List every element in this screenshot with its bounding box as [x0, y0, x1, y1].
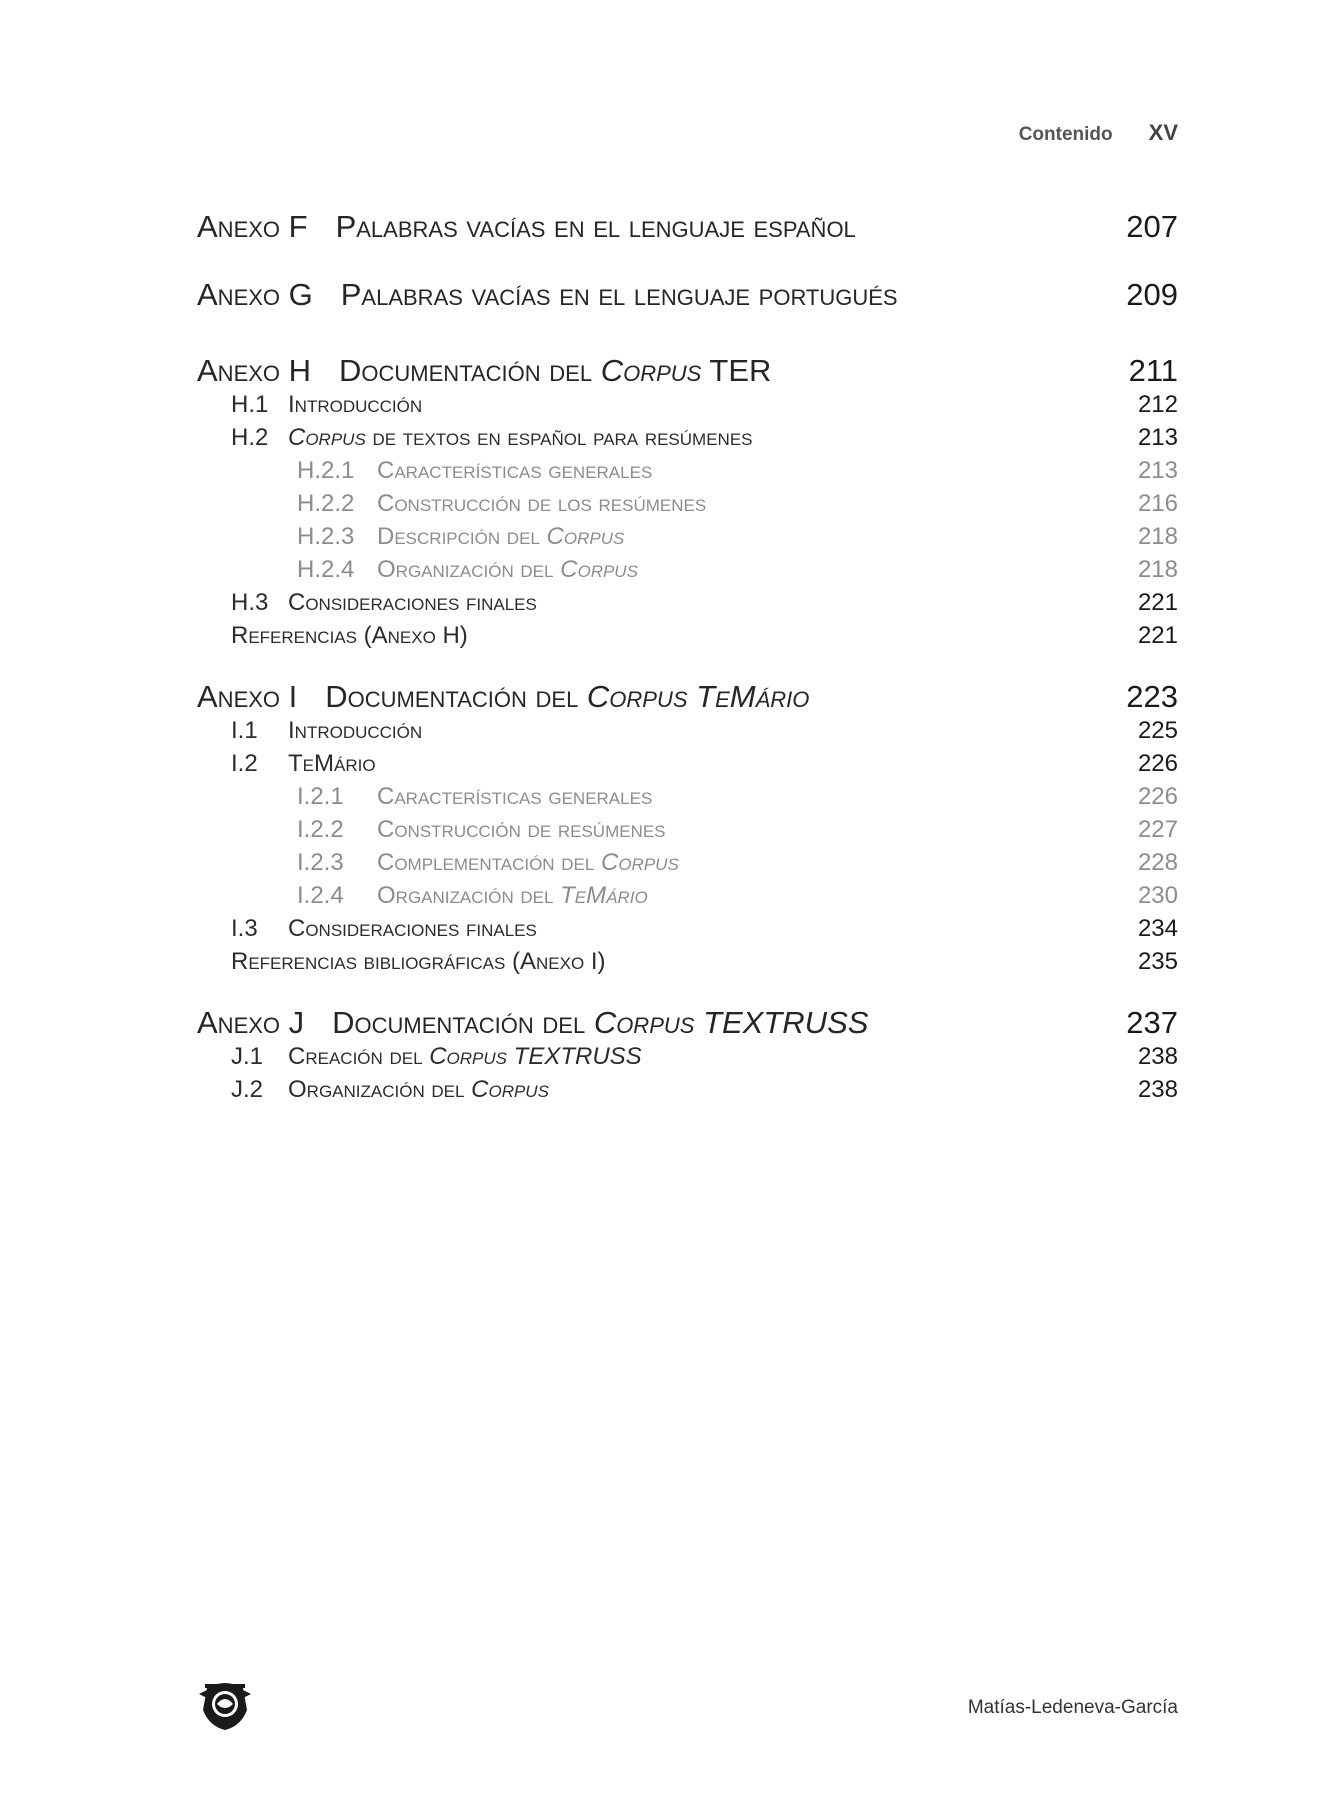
toc-entry-i24[interactable]	[197, 879, 1178, 912]
toc-entry-label: I.2.2	[297, 816, 344, 843]
toc-entry-label: H.2.3	[297, 523, 355, 550]
toc-entry-label: H.3	[231, 589, 269, 616]
toc-entry-title: Documentación del Corpus TeMário	[325, 679, 810, 714]
toc-entry-h23[interactable]	[197, 520, 1178, 553]
toc-entry-page: 207	[1126, 209, 1178, 244]
toc-entry-j2[interactable]	[197, 1073, 1178, 1106]
toc-entry-title: Palabras vacías en el lenguaje portugués	[340, 277, 898, 312]
running-header	[1019, 120, 1178, 146]
toc-entry-label: Anexo H	[197, 353, 312, 388]
toc-entry-title: Organización del Corpus	[288, 1076, 549, 1103]
page-number: XV	[1148, 120, 1178, 145]
toc-entry-page: 226	[1137, 783, 1178, 810]
toc-entry-page: 226	[1137, 750, 1178, 777]
toc-entry-title: Creación del Corpus TEXTRUSS	[288, 1043, 642, 1070]
toc-entry-page: 238	[1137, 1076, 1178, 1103]
toc-entry-i3[interactable]	[197, 912, 1178, 945]
toc-entry-label: I.3	[231, 915, 258, 942]
toc-entry-page: 234	[1137, 915, 1178, 942]
running-header-section: Contenido	[1018, 124, 1113, 145]
toc-entry-page: 209	[1126, 277, 1178, 312]
toc-entry-h22[interactable]	[197, 487, 1178, 520]
toc-entry-title: Introducción	[288, 391, 423, 418]
toc-entry-label: I.1	[231, 717, 258, 744]
university-crest-icon	[197, 1680, 253, 1732]
toc-entry-references-h[interactable]	[197, 619, 1178, 652]
toc-entry-page: 216	[1137, 490, 1178, 517]
toc-entry-label: H.2.2	[297, 490, 355, 517]
toc-entry-label: J.1	[231, 1043, 264, 1070]
toc-entry-title: Características generales	[377, 457, 653, 484]
toc-entry-label: Anexo G	[197, 277, 313, 312]
toc-entry-label: Anexo J	[197, 1005, 305, 1040]
table-of-contents	[197, 196, 1178, 1106]
toc-entry-label: H.2.1	[297, 457, 355, 484]
toc-entry-page: 221	[1137, 589, 1178, 616]
toc-entry-page: 228	[1137, 849, 1178, 876]
toc-entry-title: Construcción de los resúmenes	[377, 490, 707, 517]
toc-entry-j1[interactable]	[197, 1040, 1178, 1073]
toc-entry-h24[interactable]	[197, 553, 1178, 586]
toc-entry-title: Consideraciones finales	[288, 589, 537, 616]
toc-entry-anexo-h[interactable]	[197, 354, 1178, 388]
toc-entry-page: 227	[1137, 816, 1178, 843]
toc-entry-title: Descripción del Corpus	[377, 523, 625, 550]
toc-entry-title: Construcción de resúmenes	[377, 816, 666, 843]
toc-entry-i1[interactable]	[197, 714, 1178, 747]
toc-entry-references-i[interactable]	[197, 945, 1178, 978]
toc-entry-title: Documentación del Corpus TER	[339, 353, 772, 388]
toc-entry-anexo-f[interactable]	[197, 196, 1178, 258]
toc-entry-title: Introducción	[288, 717, 423, 744]
toc-entry-anexo-j[interactable]	[197, 1006, 1178, 1040]
toc-entry-page: 238	[1137, 1043, 1178, 1070]
toc-entry-label: I.2	[231, 750, 258, 777]
toc-entry-title: Referencias bibliográficas (Anexo I)	[231, 948, 606, 975]
toc-entry-page: 223	[1126, 679, 1178, 714]
toc-entry-h3[interactable]	[197, 586, 1178, 619]
toc-entry-label: I.2.3	[297, 849, 344, 876]
toc-entry-label: Anexo I	[197, 679, 298, 714]
toc-entry-anexo-i[interactable]	[197, 680, 1178, 714]
toc-entry-anexo-g[interactable]	[197, 264, 1178, 326]
toc-entry-page: 235	[1137, 948, 1178, 975]
toc-entry-label: J.2	[231, 1076, 264, 1103]
toc-entry-title: Documentación del Corpus TEXTRUSS	[332, 1005, 869, 1040]
toc-entry-title: Organización del Corpus	[377, 556, 638, 583]
toc-entry-label: Anexo F	[197, 209, 308, 244]
toc-entry-page: 213	[1137, 457, 1178, 484]
toc-entry-label: H.2	[231, 424, 269, 451]
toc-entry-title: Consideraciones finales	[288, 915, 537, 942]
toc-entry-label: I.2.1	[297, 783, 344, 810]
toc-entry-page: 237	[1126, 1005, 1178, 1040]
toc-entry-i21[interactable]	[197, 780, 1178, 813]
toc-entry-h21[interactable]	[197, 454, 1178, 487]
footer-authors: Matías-Ledeneva-García	[967, 1697, 1178, 1718]
toc-entry-title: Organización del TeMário	[377, 882, 648, 909]
toc-entry-title: Características generales	[377, 783, 653, 810]
toc-entry-title: Palabras vacías en el lenguaje español	[335, 209, 856, 244]
toc-entry-title: Complementación del Corpus	[377, 849, 679, 876]
toc-entry-h1[interactable]	[197, 388, 1178, 421]
toc-entry-page: 218	[1137, 556, 1178, 583]
toc-entry-title: Corpus de textos en español para resúmenes	[288, 424, 753, 451]
toc-entry-page: 213	[1137, 424, 1178, 451]
toc-entry-i2[interactable]	[197, 747, 1178, 780]
toc-entry-page: 230	[1137, 882, 1178, 909]
toc-entry-page: 221	[1137, 622, 1178, 649]
toc-entry-i23[interactable]	[197, 846, 1178, 879]
toc-entry-label: I.2.4	[297, 882, 344, 909]
toc-entry-label: H.2.4	[297, 556, 355, 583]
toc-entry-i22[interactable]	[197, 813, 1178, 846]
toc-entry-page: 212	[1137, 391, 1178, 418]
toc-entry-h2[interactable]	[197, 421, 1178, 454]
toc-entry-page: 218	[1137, 523, 1178, 550]
toc-entry-label: H.1	[231, 391, 269, 418]
toc-entry-title: TeMário	[288, 750, 376, 777]
toc-entry-page: 211	[1128, 353, 1178, 388]
toc-entry-title: Referencias (Anexo H)	[231, 622, 468, 649]
toc-entry-page: 225	[1137, 717, 1178, 744]
